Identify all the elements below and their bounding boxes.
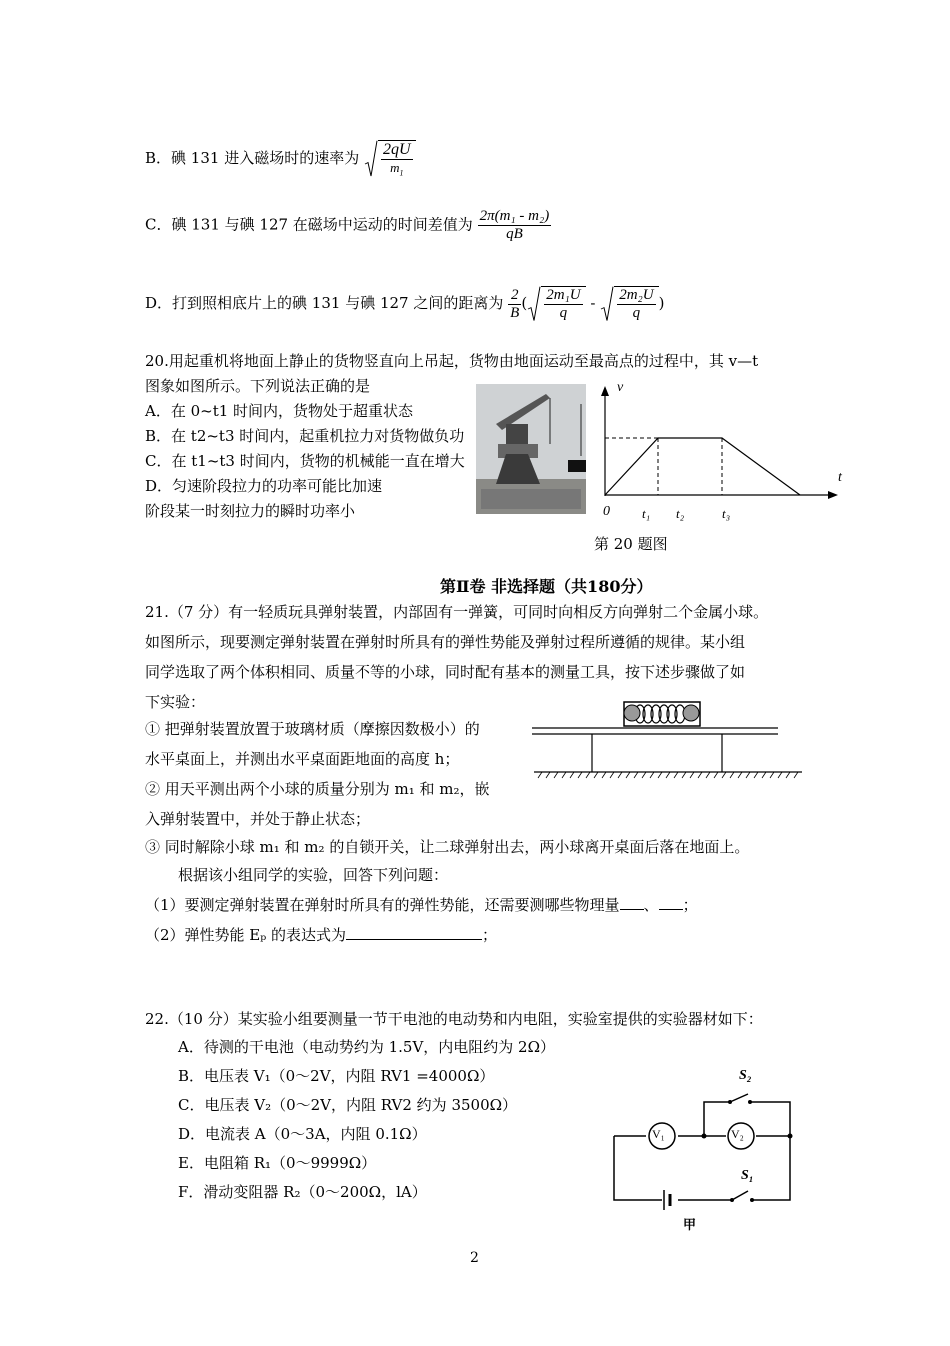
- q21-step1-line2: 水平桌面上，并测出水平桌面距地面的高度 h；: [145, 750, 460, 768]
- q20-stem-line2: 图象如图所示。下列说法正确的是: [145, 377, 371, 395]
- fraction-numerator: 2qU: [382, 141, 411, 158]
- switch-contact: [730, 1198, 734, 1202]
- q19-b-text: B．碘 131 进入磁场时的速率为: [145, 148, 360, 167]
- q21-question2: [145, 924, 497, 945]
- wire: [750, 1102, 790, 1200]
- fraction-denominator: B: [510, 304, 520, 321]
- punctuation: ；: [682, 896, 698, 914]
- q21-step3: ③ 同时解除小球 m₁ 和 m₂ 的自锁开关，让二球弹射出去，两小球离开桌面后落在地面上。: [145, 838, 750, 856]
- q20-option-c: C．在 t1~t3 时间内，货物的机械能一直在增大: [145, 452, 465, 470]
- switch-s1-label: S₁: [741, 1168, 754, 1183]
- q22-option-f: F．滑动变阻器 R₂（0～200Ω，lA）: [178, 1183, 427, 1201]
- page-number: 2: [470, 1250, 479, 1266]
- fraction-numerator: 2: [508, 287, 521, 305]
- junction-dot: [702, 1134, 707, 1139]
- q20-option-d-line1: D．匀速阶段拉力的功率可能比加速: [145, 477, 383, 495]
- fraction-denominator: qB: [506, 226, 523, 242]
- q20-option-b: B．在 t2~t3 时间内，起重机拉力对货物做负功: [145, 427, 465, 445]
- q21-step2-line2: 入弹射装置中，并处于静止状态；: [145, 810, 371, 828]
- switch-contact: [750, 1198, 754, 1202]
- q21-step2-line1: ② 用天平测出两个小球的质量分别为 m₁ 和 m₂，嵌: [145, 780, 490, 798]
- q21-paragraph-line1: 21.（7 分）有一轻质玩具弹射装置，内部固有一弹簧，可同时向相反方向弹射二个金属小球。: [145, 603, 769, 621]
- q21-paragraph-line3: 同学选取了两个体积相同、质量不等的小球，同时配有基本的测量工具，按下述步骤做了如: [145, 663, 746, 681]
- q21-question1: [145, 894, 698, 915]
- ground-hatch: [538, 772, 798, 778]
- separator: 、: [643, 896, 659, 914]
- t1-label: t₁: [642, 506, 651, 521]
- circuit-diagram: [606, 1086, 806, 1226]
- fraction-denominator: m: [390, 160, 400, 175]
- q21-step1-line1: ① 把弹射装置放置于玻璃材质（摩擦因数极小）的: [145, 720, 480, 738]
- sqrt-expression: [527, 286, 585, 322]
- q21-paragraph-line4: 下实验：: [145, 693, 206, 711]
- switch-contact: [728, 1100, 732, 1104]
- q21-question1-text: （1）要测定弹射装置在弹射时所具有的弹性势能，还需要测哪些物理量: [145, 896, 620, 914]
- vt-curve: [605, 438, 800, 495]
- circuit-caption: 甲: [683, 1218, 697, 1233]
- switch-s2-label: S₂: [739, 1068, 752, 1083]
- q20-stem-line1: 20.用起重机将地面上静止的货物竖直向上吊起，货物由地面运动至最高点的过程中，其 v—t: [145, 352, 759, 370]
- q22-option-b: B．电压表 V₁（0～2V，内阻 RV1 =4000Ω）: [178, 1067, 495, 1085]
- q21-paragraph-line2: 如图所示，现要测定弹射装置在弹射时所具有的弹性势能及弹射过程所遵循的规律。某小组: [145, 633, 746, 651]
- voltmeter-v1-label: V₁: [652, 1127, 665, 1141]
- q22-option-c: C．电压表 V₂（0～2V，内阻 RV2 约为 3500Ω）: [178, 1096, 518, 1114]
- minus-sign: -: [590, 294, 596, 312]
- crane-photo: [476, 384, 586, 514]
- v-label: v: [617, 380, 624, 395]
- answer-blank[interactable]: [659, 909, 683, 910]
- q21-instruction: 根据该小组同学的实验，回答下列问题：: [178, 866, 449, 884]
- q20-option-a: A．在 0~t1 时间内，货物处于超重状态: [145, 402, 414, 420]
- radical-icon: [527, 286, 541, 322]
- punctuation: ；: [482, 926, 498, 944]
- section-title: 第Ⅱ卷 非选择题（共180分）: [440, 577, 653, 596]
- q21-question2-text: （2）弹性势能 Eₚ 的表达式为: [145, 926, 347, 944]
- ball-m2-icon: [683, 705, 699, 721]
- q22-stem: 22.（10 分）某实验小组要测量一节干电池的电动势和内电阻，实验室提供的实验器材如下：: [145, 1010, 763, 1028]
- origin-label: 0: [603, 504, 610, 519]
- switch-s2-blade: [730, 1094, 748, 1102]
- q19-c-text: C．碘 131 与碘 127 在磁场中运动的时间差值为: [145, 215, 473, 234]
- t-label: t: [838, 470, 842, 485]
- q20-option-d-line2: 阶段某一时刻拉力的瞬时功率小: [145, 502, 356, 520]
- t3-label: t₃: [722, 506, 731, 521]
- fraction-denominator: q: [632, 305, 641, 321]
- sqrt-expression: [600, 286, 658, 322]
- fraction-numerator: 2m₁U: [546, 287, 581, 303]
- switch-s1-blade: [732, 1191, 748, 1200]
- v-axis-arrow-icon: [601, 386, 609, 396]
- sqrt-expression: [364, 140, 416, 178]
- ball-m1-icon: [624, 705, 640, 721]
- radical-icon: [364, 140, 378, 178]
- q19-option-d: D．打到照相底片上的碘 131 与碘 127 之间的距离为 $\frac{2}{B}$ ( $\frac{\text{2m₁U}}{q}$ - $\frac{\text{2m₂U}}{q}$ ): [145, 286, 665, 321]
- radical-icon: [600, 286, 614, 322]
- q19-option-c: [145, 208, 551, 243]
- q22-option-a: A．待测的干电池（电动势约为 1.5V，内电阻约为 2Ω）: [178, 1038, 556, 1056]
- answer-blank[interactable]: [346, 939, 482, 940]
- junction-dot: [788, 1134, 793, 1139]
- spring-icon: [635, 705, 685, 723]
- wire: [704, 1102, 730, 1136]
- q22-option-e: E．电阻箱 R₁（0～9999Ω）: [178, 1154, 377, 1172]
- answer-blank[interactable]: [620, 909, 644, 910]
- t2-label: t₂: [676, 506, 685, 521]
- voltmeter-v2-label: V₂: [731, 1127, 744, 1141]
- subscript: 1: [399, 168, 404, 178]
- fraction-numerator: 2π(m₁ - m₂): [479, 208, 550, 224]
- q22-option-d: D．电流表 A（0～3A，内阻 0.1Ω）: [178, 1125, 427, 1143]
- fraction-denominator: q: [559, 305, 568, 321]
- q20-figure-caption: 第 20 题图: [594, 535, 668, 553]
- switch-contact: [748, 1100, 752, 1104]
- q19-d-text: D．打到照相底片上的碘 131 与碘 127 之间的距离为: [145, 294, 504, 312]
- spring-launcher-figure: [532, 694, 808, 780]
- q19-option-b: [145, 140, 416, 178]
- t-axis-arrow-icon: [828, 491, 838, 499]
- fraction-numerator: 2m₂U: [619, 287, 654, 303]
